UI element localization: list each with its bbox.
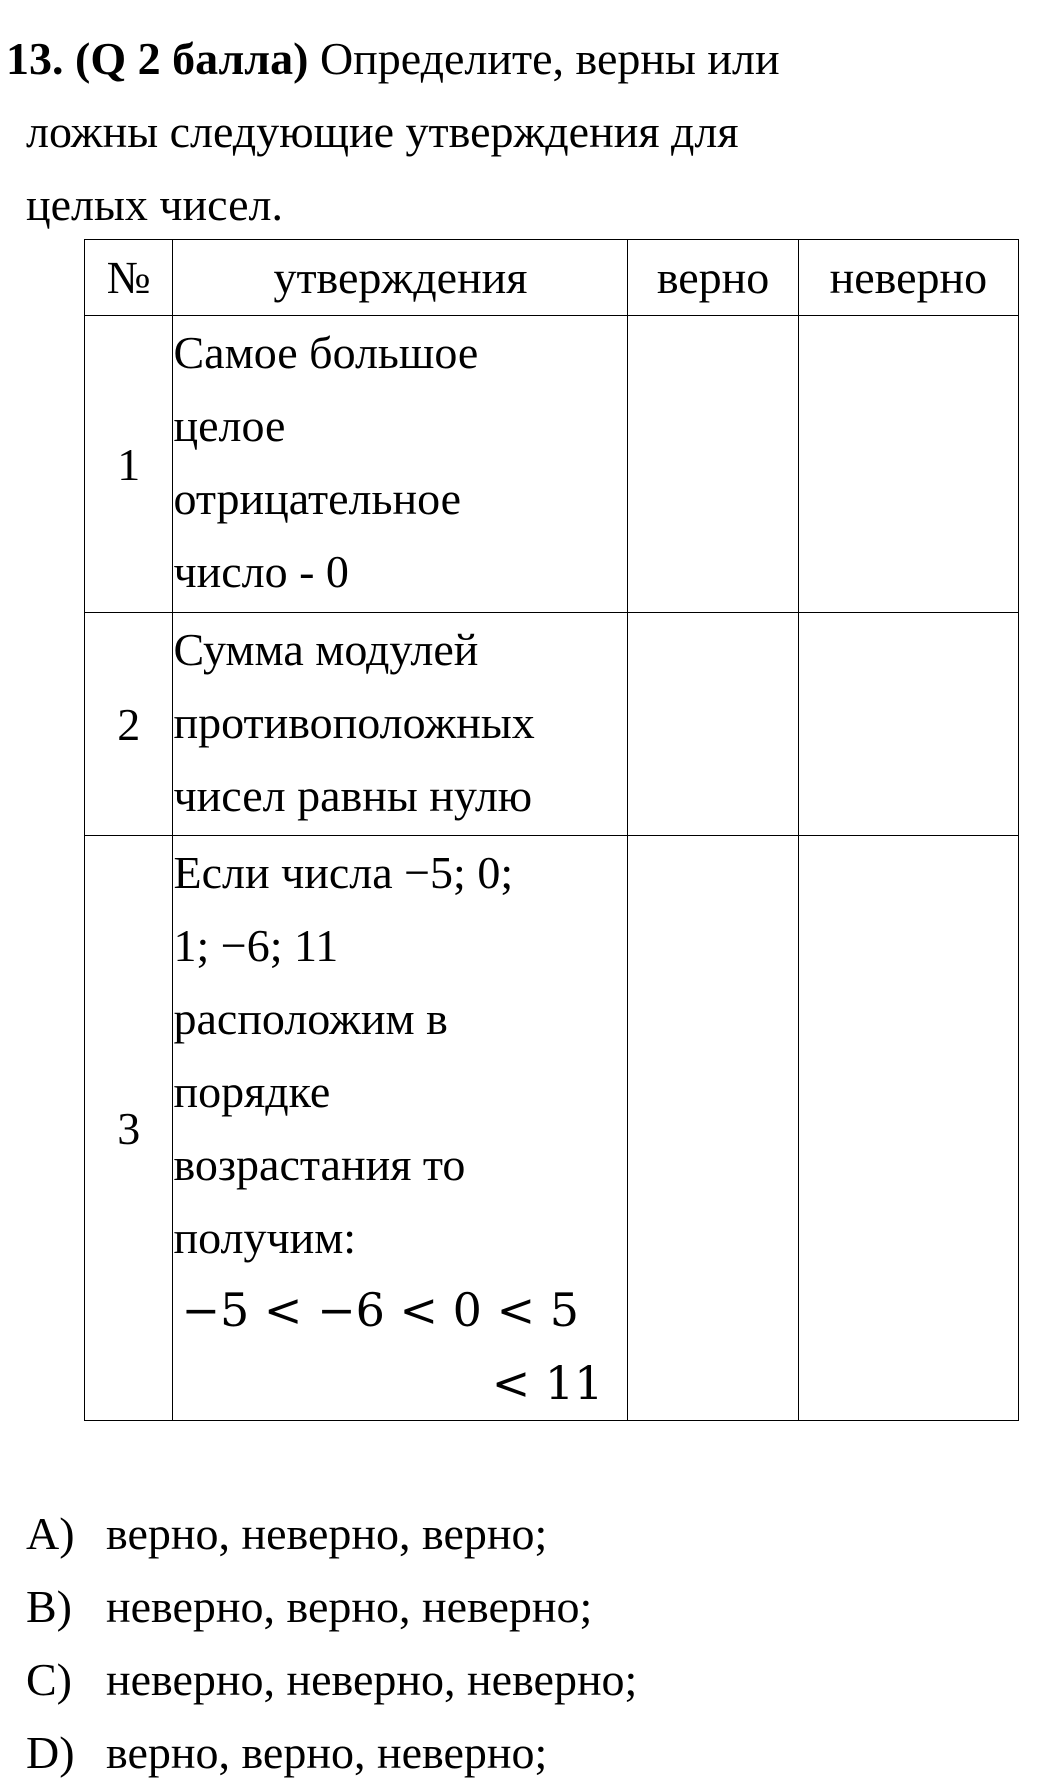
statement-line: возрастания то <box>173 1139 466 1190</box>
statement-cell <box>173 316 628 613</box>
statement-line: отрицательное <box>173 473 462 524</box>
option-text: неверно, неверно, неверно; <box>106 1654 638 1705</box>
math-line: < 11 <box>491 1356 604 1410</box>
math-line: −5 < −6 < 0 < 5 <box>181 1283 579 1337</box>
table-row <box>85 836 1019 1421</box>
row-number: 1 <box>85 316 173 613</box>
statement-line: 1; −6; 11 <box>173 920 339 971</box>
table-row <box>85 316 1019 613</box>
answer-option-d[interactable] <box>26 1716 637 1789</box>
header-statements: утверждения <box>173 240 628 316</box>
option-letter: D) <box>26 1727 75 1778</box>
false-answer-cell[interactable] <box>798 316 1018 613</box>
statement-line: расположим в <box>173 993 448 1044</box>
true-answer-cell[interactable] <box>628 836 798 1421</box>
row-number: 3 <box>85 836 173 1421</box>
false-answer-cell[interactable] <box>798 613 1018 836</box>
statement-line: Сумма модулей <box>173 624 479 675</box>
row-number: 2 <box>85 613 173 836</box>
statement-line: целое <box>173 400 286 451</box>
statement-line: порядке <box>173 1066 331 1117</box>
answer-option-b[interactable] <box>26 1570 637 1643</box>
question-line-1: Определите, верны или <box>308 33 780 84</box>
answer-option-c[interactable] <box>26 1643 637 1716</box>
answer-option-a[interactable] <box>26 1497 637 1570</box>
header-false: неверно <box>798 240 1018 316</box>
option-text: неверно, верно, неверно; <box>106 1581 593 1632</box>
option-letter: C) <box>26 1654 72 1705</box>
table-header-row <box>85 240 1019 316</box>
question-line-3: целых чисел. <box>26 179 283 230</box>
option-letter: B) <box>26 1581 72 1632</box>
statement-cell <box>173 613 628 836</box>
question-text <box>6 22 1056 241</box>
question-number-and-points: 13. (Q 2 балла) <box>6 33 309 84</box>
statement-line: получим: <box>173 1212 357 1263</box>
math-inequality <box>173 1274 627 1420</box>
statement-line: чисел равны нулю <box>173 770 533 821</box>
statement-line: число - 0 <box>173 546 349 597</box>
option-text: верно, верно, неверно; <box>106 1727 548 1778</box>
table-row <box>85 613 1019 836</box>
header-number: № <box>85 240 173 316</box>
header-true: верно <box>628 240 798 316</box>
question-line-2: ложны следующие утверждения для <box>26 106 739 157</box>
answer-options <box>26 1497 637 1789</box>
option-text: верно, неверно, верно; <box>106 1508 548 1559</box>
false-answer-cell[interactable] <box>798 836 1018 1421</box>
true-answer-cell[interactable] <box>628 316 798 613</box>
statement-line: противоположных <box>173 697 535 748</box>
true-answer-cell[interactable] <box>628 613 798 836</box>
statement-line: Если числа −5; 0; <box>173 847 514 898</box>
option-letter: A) <box>26 1508 75 1559</box>
statements-table <box>84 239 1019 1421</box>
statement-line: Самое большое <box>173 327 479 378</box>
statement-cell <box>173 836 628 1421</box>
